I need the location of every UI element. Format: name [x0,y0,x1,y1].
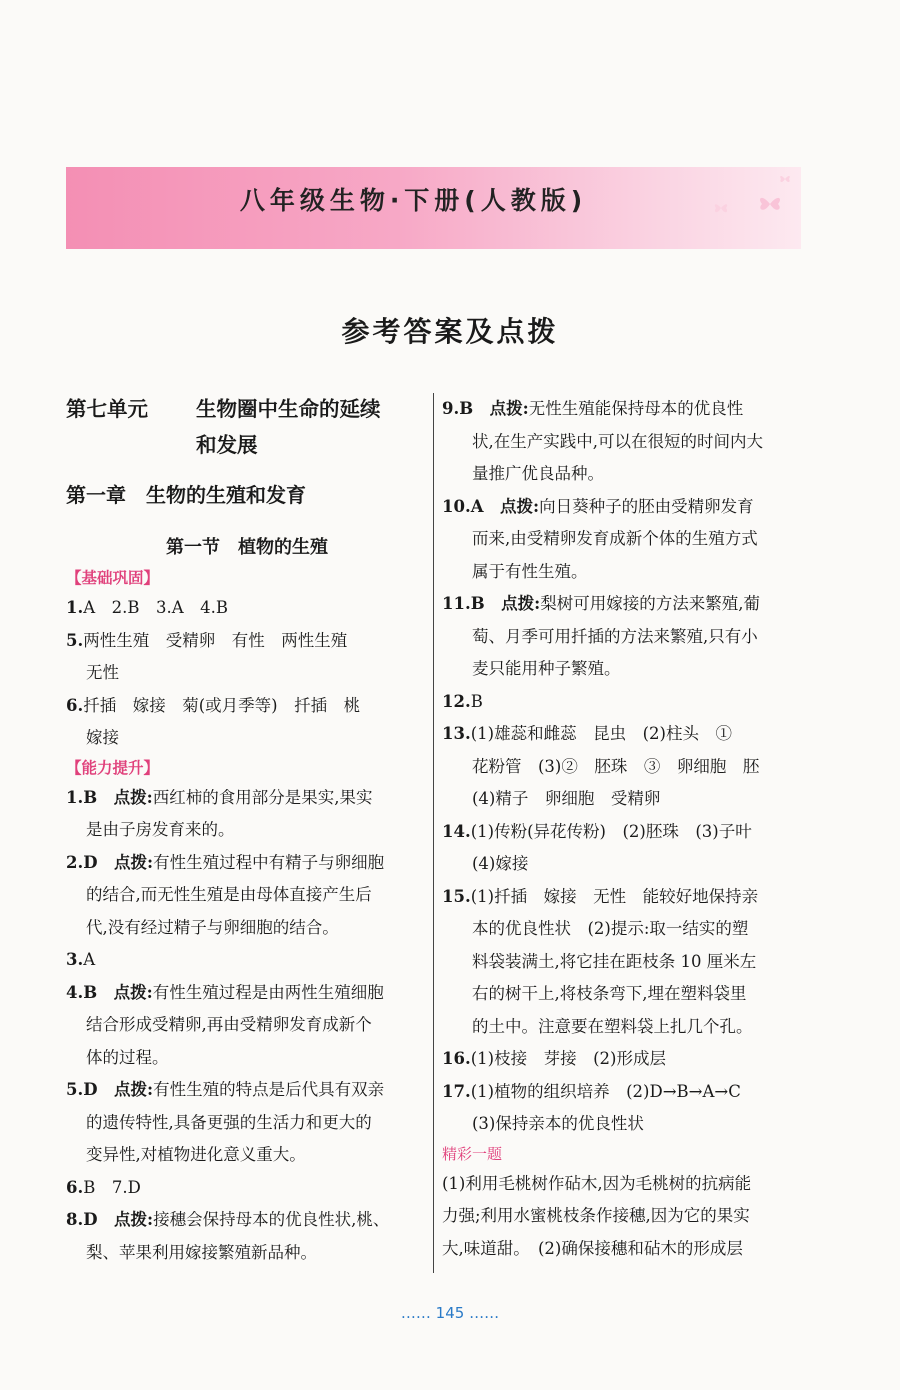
answer-item [66,1172,428,1205]
answer-item [66,782,428,815]
answer-number: 15. [442,886,471,906]
chapter-heading: 第一章 生物的生殖和发育 [66,483,306,507]
answer-key: B 点拨: [459,399,529,418]
page-number: …… 145 …… [400,1304,500,1322]
answer-number: 1. [66,598,84,617]
left-column [66,393,428,1269]
answer-number: 3. [66,950,84,969]
answer-item [442,718,804,751]
answer-text: A [83,950,96,969]
answer-text: 有性生殖的特点是后代具有双亲 [153,1080,385,1099]
answer-item [66,690,428,723]
answer-line: (4)精子 卵细胞 受精卵 [472,789,661,808]
answer-line: (1)利用毛桃树作砧木,因为毛桃树的抗病能 [442,1173,752,1193]
answer-item [66,847,428,880]
answer-text: (1)植物的组织培养 (2)D→B→A→C [470,1081,741,1101]
answer-line: 梨、苹果利用嫁接繁殖新品种。 [86,1242,317,1262]
section-tag: 【基础巩固】 [66,569,160,587]
answer-number: 6. [66,695,84,715]
answer-line: (4)嫁接 [472,854,529,873]
answer-line: 料袋装满土,将它挂在距枝条 10 厘米左 [472,951,757,971]
answer-number: 16. [442,1049,471,1068]
unit-title-line2: 和发展 [196,433,258,457]
answer-item [442,393,804,426]
answer-line: 大,味道甜。 (2)确保接穗和砧木的形成层 [442,1238,743,1258]
right-column [442,393,804,1265]
answer-line: 花粉管 (3)② 胚珠 ③ 卵细胞 胚 [472,756,760,776]
butterfly-icon [756,193,784,215]
answer-line: 无性 [86,663,119,682]
answer-number: 11. [442,594,471,613]
answer-number: 4. [66,982,84,1002]
answer-item [66,592,428,625]
butterfly-icon-3 [778,173,792,185]
header-banner [66,167,801,249]
answer-text: 扦插 嫁接 菊(或月季等) 扦插 桃 [83,695,361,715]
answer-line: 而来,由受精卵发育成新个体的生殖方式 [472,529,758,548]
answer-number: 10. [442,496,471,516]
unit-heading [66,393,428,467]
unit-title-line1: 生物圈中生命的延续 [196,397,381,421]
column-divider [433,393,434,1273]
answer-item [442,816,804,849]
answer-item [442,1076,804,1109]
answer-line: 变异性,对植物进化意义重大。 [86,1145,306,1164]
answer-number: 2. [66,852,84,872]
banner-title: 八年级生物·下册(人教版) [239,186,588,215]
answer-text: 有性生殖过程是由两性生殖细胞 [152,982,384,1002]
answer-item [442,881,804,914]
answer-text: (1)枝接 芽接 (2)形成层 [470,1049,666,1068]
answer-text: (1)传粉(异花传粉) (2)胚珠 (3)子叶 [470,821,752,841]
answer-key: A 点拨: [470,496,540,516]
answer-line: 力强;利用水蜜桃枝条作接穗,因为它的果实 [442,1206,750,1225]
answer-text: 两性生殖 受精卵 有性 两性生殖 [83,630,348,650]
answer-line: (3)保持亲本的优良性状 [472,1114,644,1133]
answer-key: B 点拨: [83,787,153,807]
answer-key: D 点拨: [83,1210,154,1229]
butterfly-icon-2 [712,201,730,216]
answer-item [442,686,804,719]
answer-item [66,1074,428,1107]
answer-line: 萄、月季可用扦插的方法来繁殖,只有小 [472,626,758,646]
answer-line: 体的过程。 [86,1047,169,1067]
answer-item [66,1204,428,1237]
answer-key: B 点拨: [470,594,541,613]
answer-text: B 7.D [83,1177,141,1197]
answer-number: 6. [66,1177,84,1197]
answer-line: 状,在生产实践中,可以在很短的时间内大 [472,431,763,451]
answer-key: D 点拨: [83,852,154,872]
answer-text: 无性生殖能保持母本的优良性 [528,399,744,418]
answer-line: 嫁接 [86,728,119,747]
answer-item [66,977,428,1010]
answer-key: D 点拨: [83,1080,154,1099]
left-answer-list [66,565,428,1269]
answer-line: 代,没有经过精子与卵细胞的结合。 [86,917,339,937]
answer-text: A 2.B 3.A 4.B [83,598,229,617]
right-answer-list [442,393,804,1265]
answer-number: 5. [66,630,84,650]
answer-line: 麦只能用种子繁殖。 [472,659,621,678]
answer-item [66,944,428,977]
answer-line: 本的优良性状 (2)提示:取一结实的塑 [472,919,749,938]
answer-line: 右的树干上,将枝条弯下,埋在塑料袋里 [472,984,747,1003]
answer-text: B [470,691,483,711]
answer-item [66,625,428,658]
answer-line: 量推广优良品种。 [472,464,604,483]
answer-text: (1)扦插 嫁接 无性 能较好地保持亲 [470,886,759,906]
answer-number: 12. [442,691,471,711]
section-tag: 精彩一题 [442,1144,503,1163]
unit-label: 第七单元 [66,397,148,421]
answer-number: 9. [442,399,460,418]
answer-text: 向日葵种子的胚由受精卵发育 [539,496,754,516]
answer-line: 的遗传特性,具备更强的生活力和更大的 [86,1112,372,1132]
answer-number: 5. [66,1080,84,1099]
answer-item [442,588,804,621]
answer-line: 的土中。注意要在塑料袋上扎几个孔。 [472,1016,753,1036]
answer-item [442,1043,804,1076]
answer-line: 的结合,而无性生殖是由母体直接产生后 [86,885,372,904]
answer-text: 接穗会保持母本的优良性状,桃、 [153,1210,390,1229]
answer-number: 17. [442,1081,471,1101]
answer-line: 是由子房发育来的。 [86,820,235,839]
answer-text: 有性生殖过程中有精子与卵细胞 [153,852,385,872]
answer-text: 西红柿的食用部分是果实,果实 [152,787,373,807]
answer-item [442,491,804,524]
answer-line: 属于有性生殖。 [472,561,588,581]
page-title: 参考答案及点拨 [341,315,559,348]
answer-text: (1)雄蕊和雌蕊 昆虫 (2)柱头 ① [470,724,732,743]
section-heading: 第一节 植物的生殖 [166,537,328,558]
answer-number: 8. [66,1210,84,1229]
answer-text: 梨树可用嫁接的方法来繁殖,葡 [540,594,761,613]
section-tag: 【能力提升】 [66,758,160,777]
answer-number: 13. [442,724,471,743]
answer-key: B 点拨: [83,982,153,1002]
answer-line: 结合形成受精卵,再由受精卵发育成新个 [86,1015,372,1034]
answer-number: 1. [66,787,84,807]
answer-number: 14. [442,821,471,841]
